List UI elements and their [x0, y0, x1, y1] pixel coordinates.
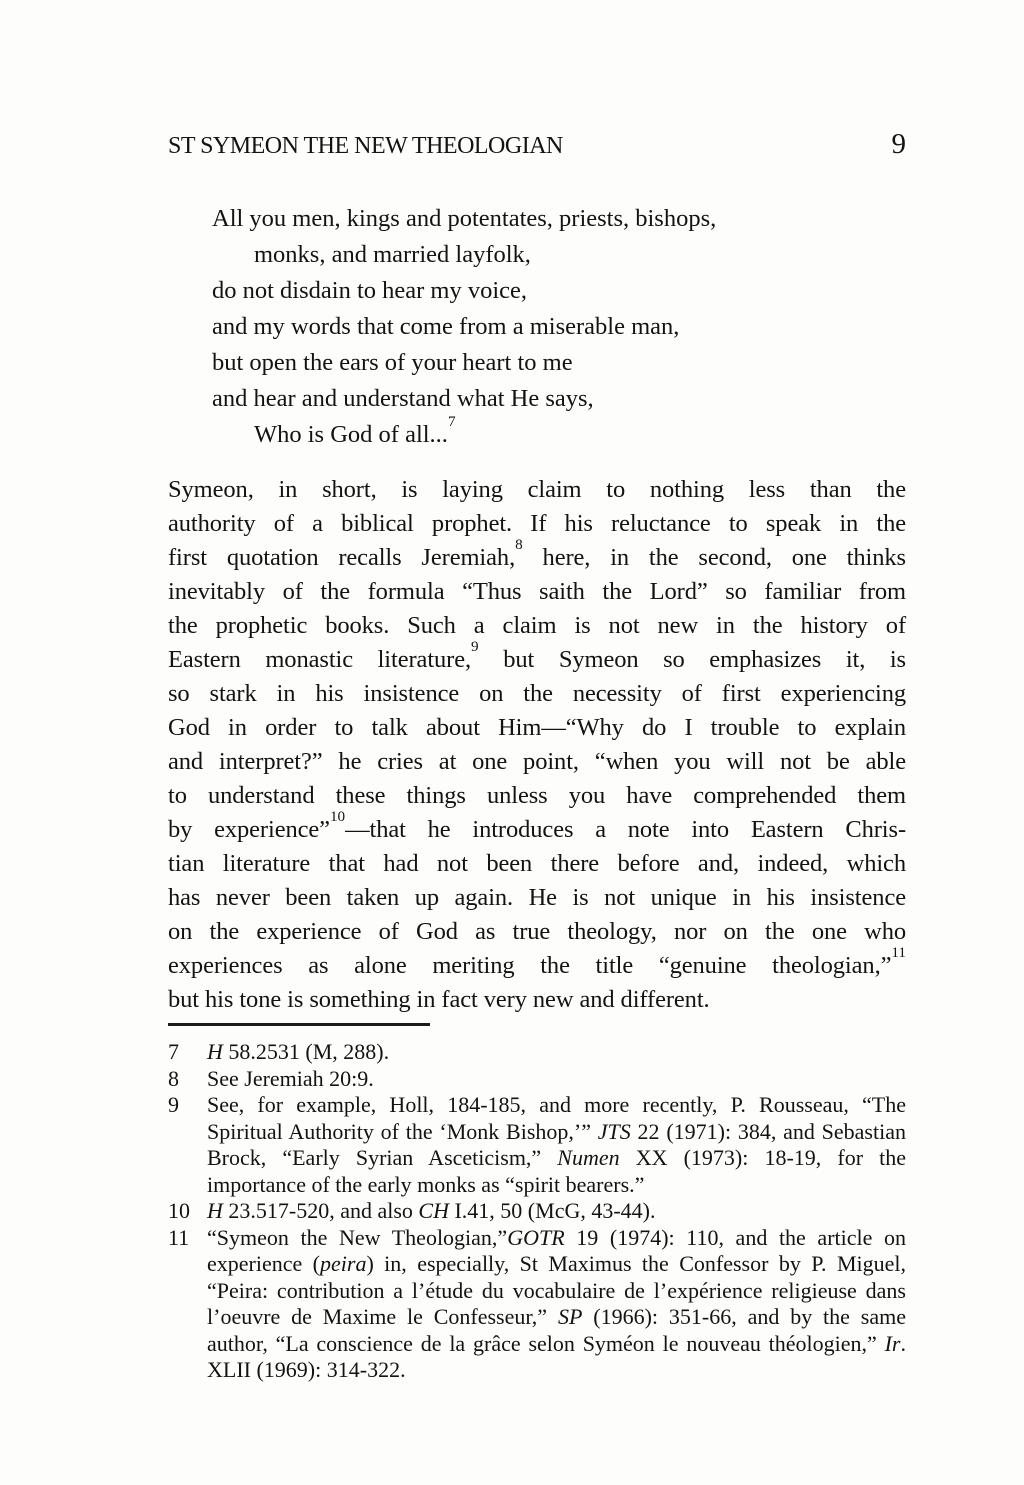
footnote-number: 11: [168, 1224, 190, 1250]
page-number: 9: [891, 128, 906, 160]
italic-text: H: [207, 1198, 223, 1223]
quote-line: Who is God of all...$^7$: [254, 413, 456, 448]
body-line: inevitably of the formula “Thus saith the Lord” so familiar from: [168, 578, 906, 605]
body-line: Symeon, in short, is laying claim to nothing less than the: [168, 476, 906, 503]
footnote-ref: 7: [447, 413, 456, 431]
footnote-item: [168, 1225, 906, 1384]
quote-line: and hear and understand what He says,: [212, 385, 594, 412]
footnote-item: [168, 1066, 906, 1093]
footnote-text: H 58.2531 (M, 288).: [207, 1039, 390, 1064]
italic-text: peira: [320, 1251, 367, 1276]
body-line: to understand these things unless you have comprehended them: [168, 782, 906, 809]
footnote-number: 7: [168, 1039, 179, 1064]
italic-text: Numen: [557, 1145, 620, 1170]
footnote-item: [168, 1198, 906, 1225]
body-line: the prophetic books. Such a claim is not new in the history of: [168, 612, 906, 639]
footnote-number: 9: [168, 1092, 179, 1117]
footnote-ref: 10: [329, 808, 346, 826]
footnote-text: See, for example, Holl, 184-185, and more recently, P. Rousseau, “The Spiritual Authority of the ‘Monk Bishop,’” JTS 22 (1971): 384, and Sebastian Brock, “Early Syrian Asceticism,” Numen XX (1973): 18-19, for the importance of the early monks as “spirit bearers.”: [207, 1092, 906, 1197]
body-line: on the experience of God as true theology, nor on the one who: [168, 918, 906, 945]
body-line: authority of a biblical prophet. If his reluctance to speak in the: [168, 510, 906, 537]
footnote-number: 10: [168, 1198, 190, 1223]
body-line: but his tone is something in fact very new and different.: [168, 986, 710, 1013]
italic-text: CH: [418, 1198, 449, 1223]
quote-line: monks, and married layfolk,: [254, 241, 531, 268]
quote-line: and my words that come from a miserable man,: [212, 313, 680, 340]
footnote-separator: [168, 1023, 430, 1026]
header-title: ST SYMEON THE NEW THEOLOGIAN: [168, 133, 563, 159]
footnote-item: [168, 1092, 906, 1198]
body-line: first quotation recalls Jeremiah,$^8$ here, in the second, one thinks: [168, 536, 906, 571]
body-line: by experience”$^{10}$—that he introduces a note into Eastern Chris-: [168, 808, 907, 843]
body-line: has never been taken up again. He is not unique in his insistence: [168, 884, 906, 911]
footnote-text: H 23.517-520, and also CH I.41, 50 (McG, 43-44).: [207, 1198, 656, 1223]
footnote-number: 8: [168, 1065, 179, 1091]
body-paragraph: [168, 473, 906, 1017]
footnote-text: See Jeremiah 20:9.: [207, 1065, 374, 1091]
poem-quotation: [168, 201, 906, 453]
footnote-ref: 11: [891, 944, 906, 962]
italic-text: JTS: [597, 1118, 631, 1144]
footnote-text: “Symeon the New Theologian,”GOTR 19 (1974): 110, and the article on experience (peira) in, especially, St Maximus the Confessor by P. Miguel, “Peira: contribution a l’étude du vocabulaire de l’expérience religieuse dans l’oeuvre de Maxime le Confesseur,” SP (1966): 351-66, and by the same author, “La conscience de la grâce selon Syméon le nouveau théologien,” Ir. XLII (1969): 314-322.: [207, 1224, 907, 1382]
quote-line: All you men, kings and potentates, priests, bishops,: [212, 205, 717, 232]
quote-line: do not disdain to hear my voice,: [212, 277, 528, 304]
body-line: Eastern monastic literature,$^9$ but Symeon so emphasizes it, is: [168, 638, 906, 673]
italic-text: Ir: [884, 1330, 901, 1356]
footnote-ref: 8: [515, 536, 523, 554]
italic-text: SP: [557, 1304, 583, 1329]
italic-text: GOTR: [507, 1224, 565, 1250]
footnote-ref: 9: [471, 638, 479, 656]
quote-line: but open the ears of your heart to me: [212, 349, 573, 376]
footnote-list: [168, 1039, 906, 1384]
italic-text: H: [207, 1039, 223, 1064]
body-line: tian literature that had not been there before and, indeed, which: [168, 850, 906, 877]
footnote-item: [168, 1039, 906, 1066]
body-line: experiences as alone meriting the title “genuine theologian,”$^{11}$: [168, 944, 906, 979]
body-line: and interpret?” he cries at one point, “when you will not be able: [168, 748, 906, 775]
body-line: so stark in his insistence on the necessity of first experiencing: [168, 680, 906, 707]
body-line: God in order to talk about Him—“Why do I trouble to explain: [168, 714, 906, 741]
running-header: [168, 128, 906, 161]
